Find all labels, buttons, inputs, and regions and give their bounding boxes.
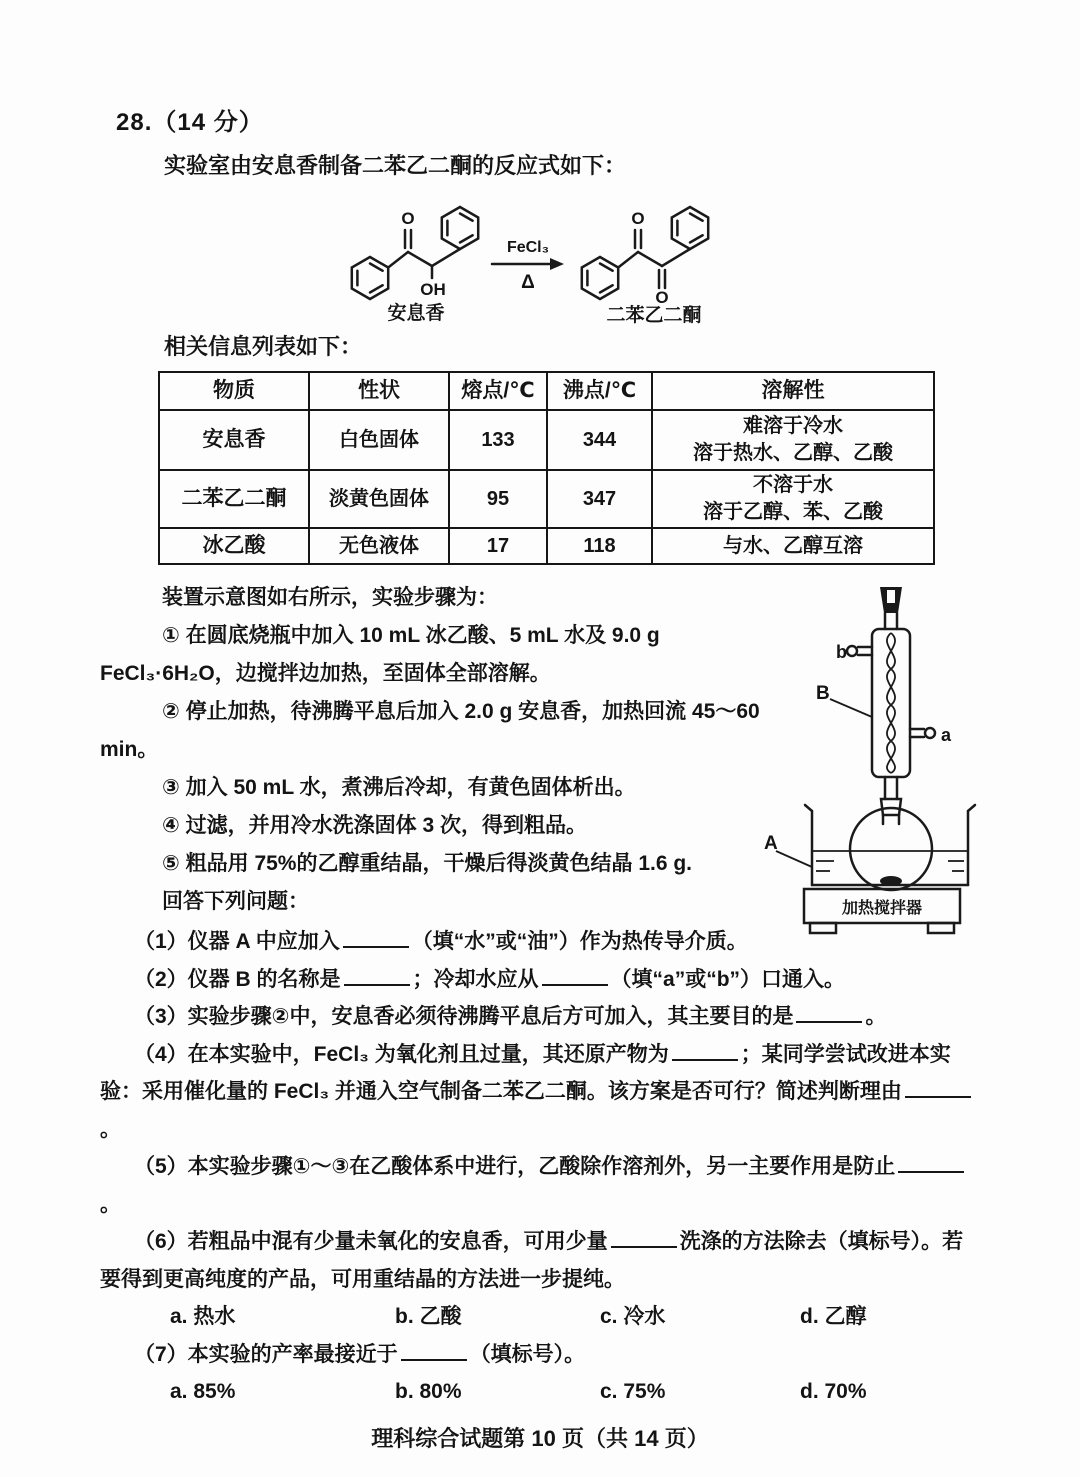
table-row <box>159 528 934 564</box>
option-item: a. 85% <box>170 1380 236 1403</box>
step-item: ① 在圆底烧瓶中加入 10 mL 冰乙酸、5 mL 水及 9.0 g FeCl₃·6H₂O，边搅拌边加热，至固体全部溶解。 <box>100 624 660 685</box>
condenser <box>872 629 910 777</box>
answer-blank <box>611 1231 677 1248</box>
heating-bath <box>805 805 975 885</box>
solubility-line: 不溶于水 <box>753 474 833 496</box>
table-header-row <box>159 372 934 410</box>
col-solubility: 溶解性 <box>652 372 934 410</box>
substance-cell: 安息香 <box>159 410 309 470</box>
reaction-scheme-diagram <box>332 190 762 326</box>
answer-blank <box>343 931 409 948</box>
col-boiling-point: 沸点/℃ <box>547 372 652 410</box>
experiment-section <box>100 579 980 921</box>
option-item: d. 70% <box>800 1380 867 1403</box>
label-a: a <box>941 725 952 745</box>
question-text: ；某同学尝试改进本实验：采用催化量的 FeCl₃ 并通入空气制备二苯乙二酮。该方案是否可行？简述判断理由 <box>100 1042 951 1103</box>
o-label: O <box>655 288 669 307</box>
question-6-options <box>170 1298 980 1336</box>
water-inlet-a <box>910 728 935 738</box>
solubility-cell <box>652 470 934 528</box>
solubility-cell <box>652 528 934 564</box>
question-7-options <box>170 1373 980 1411</box>
bp-cell: 344 <box>547 410 652 470</box>
solubility-line: 溶于乙醇、苯、乙酸 <box>703 501 883 523</box>
answer-blank <box>344 969 410 986</box>
option-item: b. 乙酸 <box>395 1305 462 1328</box>
product-label: 二苯乙二酮 <box>606 305 702 326</box>
substance-cell: 冰乙酸 <box>159 528 309 564</box>
option-item: a. 热水 <box>170 1305 236 1328</box>
table-intro: 相关信息列表如下： <box>164 334 363 359</box>
table-row <box>159 410 934 470</box>
option-item: c. 冷水 <box>600 1305 666 1328</box>
step-item: ⑤ 粗品用 75%的乙醇重结晶，干燥后得淡黄色结晶 1.6 g. <box>162 852 693 875</box>
table-row <box>159 470 934 528</box>
question-7 <box>100 1336 980 1374</box>
label-B: B <box>816 683 830 704</box>
question-number: 28. <box>116 109 153 136</box>
answer-blank <box>672 1044 738 1061</box>
benzoin-structure <box>352 207 478 324</box>
appearance-cell: 淡黄色固体 <box>309 470 449 528</box>
question-text: 。 <box>100 1117 121 1141</box>
question-text: （7）本实验的产率最接近于 <box>134 1342 398 1366</box>
heating-stirrer <box>804 889 960 933</box>
oh-label: OH <box>420 280 446 299</box>
step-item: ③ 加入 50 mL 水，煮沸后冷却，有黄色固体析出。 <box>162 776 636 799</box>
answer-blank <box>796 1006 862 1023</box>
question-3 <box>100 998 980 1036</box>
question-text: （5）本实验步骤①～③在乙酸体系中进行，乙酸除作溶剂外，另一主要作用是防止 <box>134 1155 896 1178</box>
question-text: （6）若粗品中混有少量未氧化的安息香，可用少量 <box>134 1230 608 1253</box>
solubility-cell <box>652 410 934 470</box>
o-label: O <box>401 209 415 228</box>
col-substance: 物质 <box>159 372 309 410</box>
reactant-label: 安息香 <box>387 303 445 324</box>
question-text: 。 <box>100 1192 121 1216</box>
option-item: c. 75% <box>600 1380 666 1403</box>
heater-label: 加热搅拌器 <box>841 900 923 917</box>
appearance-cell: 无色液体 <box>309 528 449 564</box>
mp-cell: 17 <box>449 528 547 564</box>
step-item: ④ 过滤，并用冷水洗涤固体 3 次，得到粗品。 <box>162 814 587 837</box>
answer-blank <box>905 1081 971 1098</box>
option-item: d. 乙醇 <box>800 1305 867 1328</box>
question-text: （填标号）。 <box>469 1342 586 1366</box>
arrow-heat-label: Δ <box>521 272 535 293</box>
question-text: （填“a”或“b”）口通入。 <box>610 967 846 991</box>
option-item: b. 80% <box>395 1380 462 1403</box>
solubility-line: 溶于热水、乙醇、乙酸 <box>693 442 893 464</box>
col-melting-point: 熔点/℃ <box>449 372 547 410</box>
question-4 <box>100 1036 980 1149</box>
solubility-line: 难溶于冷水 <box>743 415 843 437</box>
bp-cell: 347 <box>547 470 652 528</box>
mp-cell: 95 <box>449 470 547 528</box>
reaction-arrow <box>492 239 564 293</box>
apparatus-diagram <box>760 583 1062 937</box>
question-6 <box>100 1223 980 1298</box>
arrow-reagent-label: FeCl₃ <box>506 239 550 256</box>
page-footer: 理科综合试题第 10 页（共 14 页） <box>371 1426 709 1451</box>
mp-cell: 133 <box>449 410 547 470</box>
benzil-structure <box>582 207 708 326</box>
appearance-cell: 白色固体 <box>309 410 449 470</box>
questions-section <box>100 923 980 1411</box>
intro-text: 实验室由安息香制备二苯乙二酮的反应式如下： <box>164 153 627 178</box>
round-bottom-flask <box>850 808 932 890</box>
answer-blank <box>401 1344 467 1361</box>
properties-table <box>158 371 935 565</box>
label-A: A <box>764 833 778 854</box>
bp-cell: 118 <box>547 528 652 564</box>
question-text: （3）实验步骤②中，安息香必须待沸腾平息后方可加入，其主要目的是 <box>134 1005 794 1028</box>
question-text: （1）仪器 A 中应加入 <box>134 930 340 953</box>
question-points: （14 分） <box>152 109 264 136</box>
question-text: （2）仪器 B 的名称是 <box>134 967 341 991</box>
step-item: ② 停止加热，待沸腾平息后加入 2.0 g 安息香，加热回流 45～60 min。 <box>100 700 760 761</box>
question-5 <box>100 1148 980 1223</box>
o-label: O <box>631 209 645 228</box>
answer-intro: 回答下列问题： <box>162 890 309 913</box>
question-text: 。 <box>865 1005 887 1028</box>
question-text: 洗涤的方法除去（填标号）。若要得到更高纯度的产品，可用重结晶的方法进一步提纯。 <box>100 1230 964 1291</box>
solubility-line: 与水、乙醇互溶 <box>723 534 863 557</box>
water-outlet-b <box>847 646 872 656</box>
question-text: ；冷却水应从 <box>412 967 539 991</box>
page-content <box>100 102 980 1411</box>
question-text: （4）在本实验中，FeCl₃ 为氧化剂且过量，其还原产物为 <box>134 1042 669 1066</box>
steps-intro: 装置示意图如右所示，实验步骤为： <box>162 586 498 609</box>
label-b: b <box>836 642 847 662</box>
question-2 <box>100 961 980 999</box>
answer-blank <box>898 1156 964 1173</box>
col-appearance: 性状 <box>309 372 449 410</box>
question-header <box>116 102 980 137</box>
answer-blank <box>542 969 608 986</box>
substance-cell: 二苯乙二酮 <box>159 470 309 528</box>
question-text: （填“水”或“油”）作为热传导介质。 <box>411 930 748 953</box>
